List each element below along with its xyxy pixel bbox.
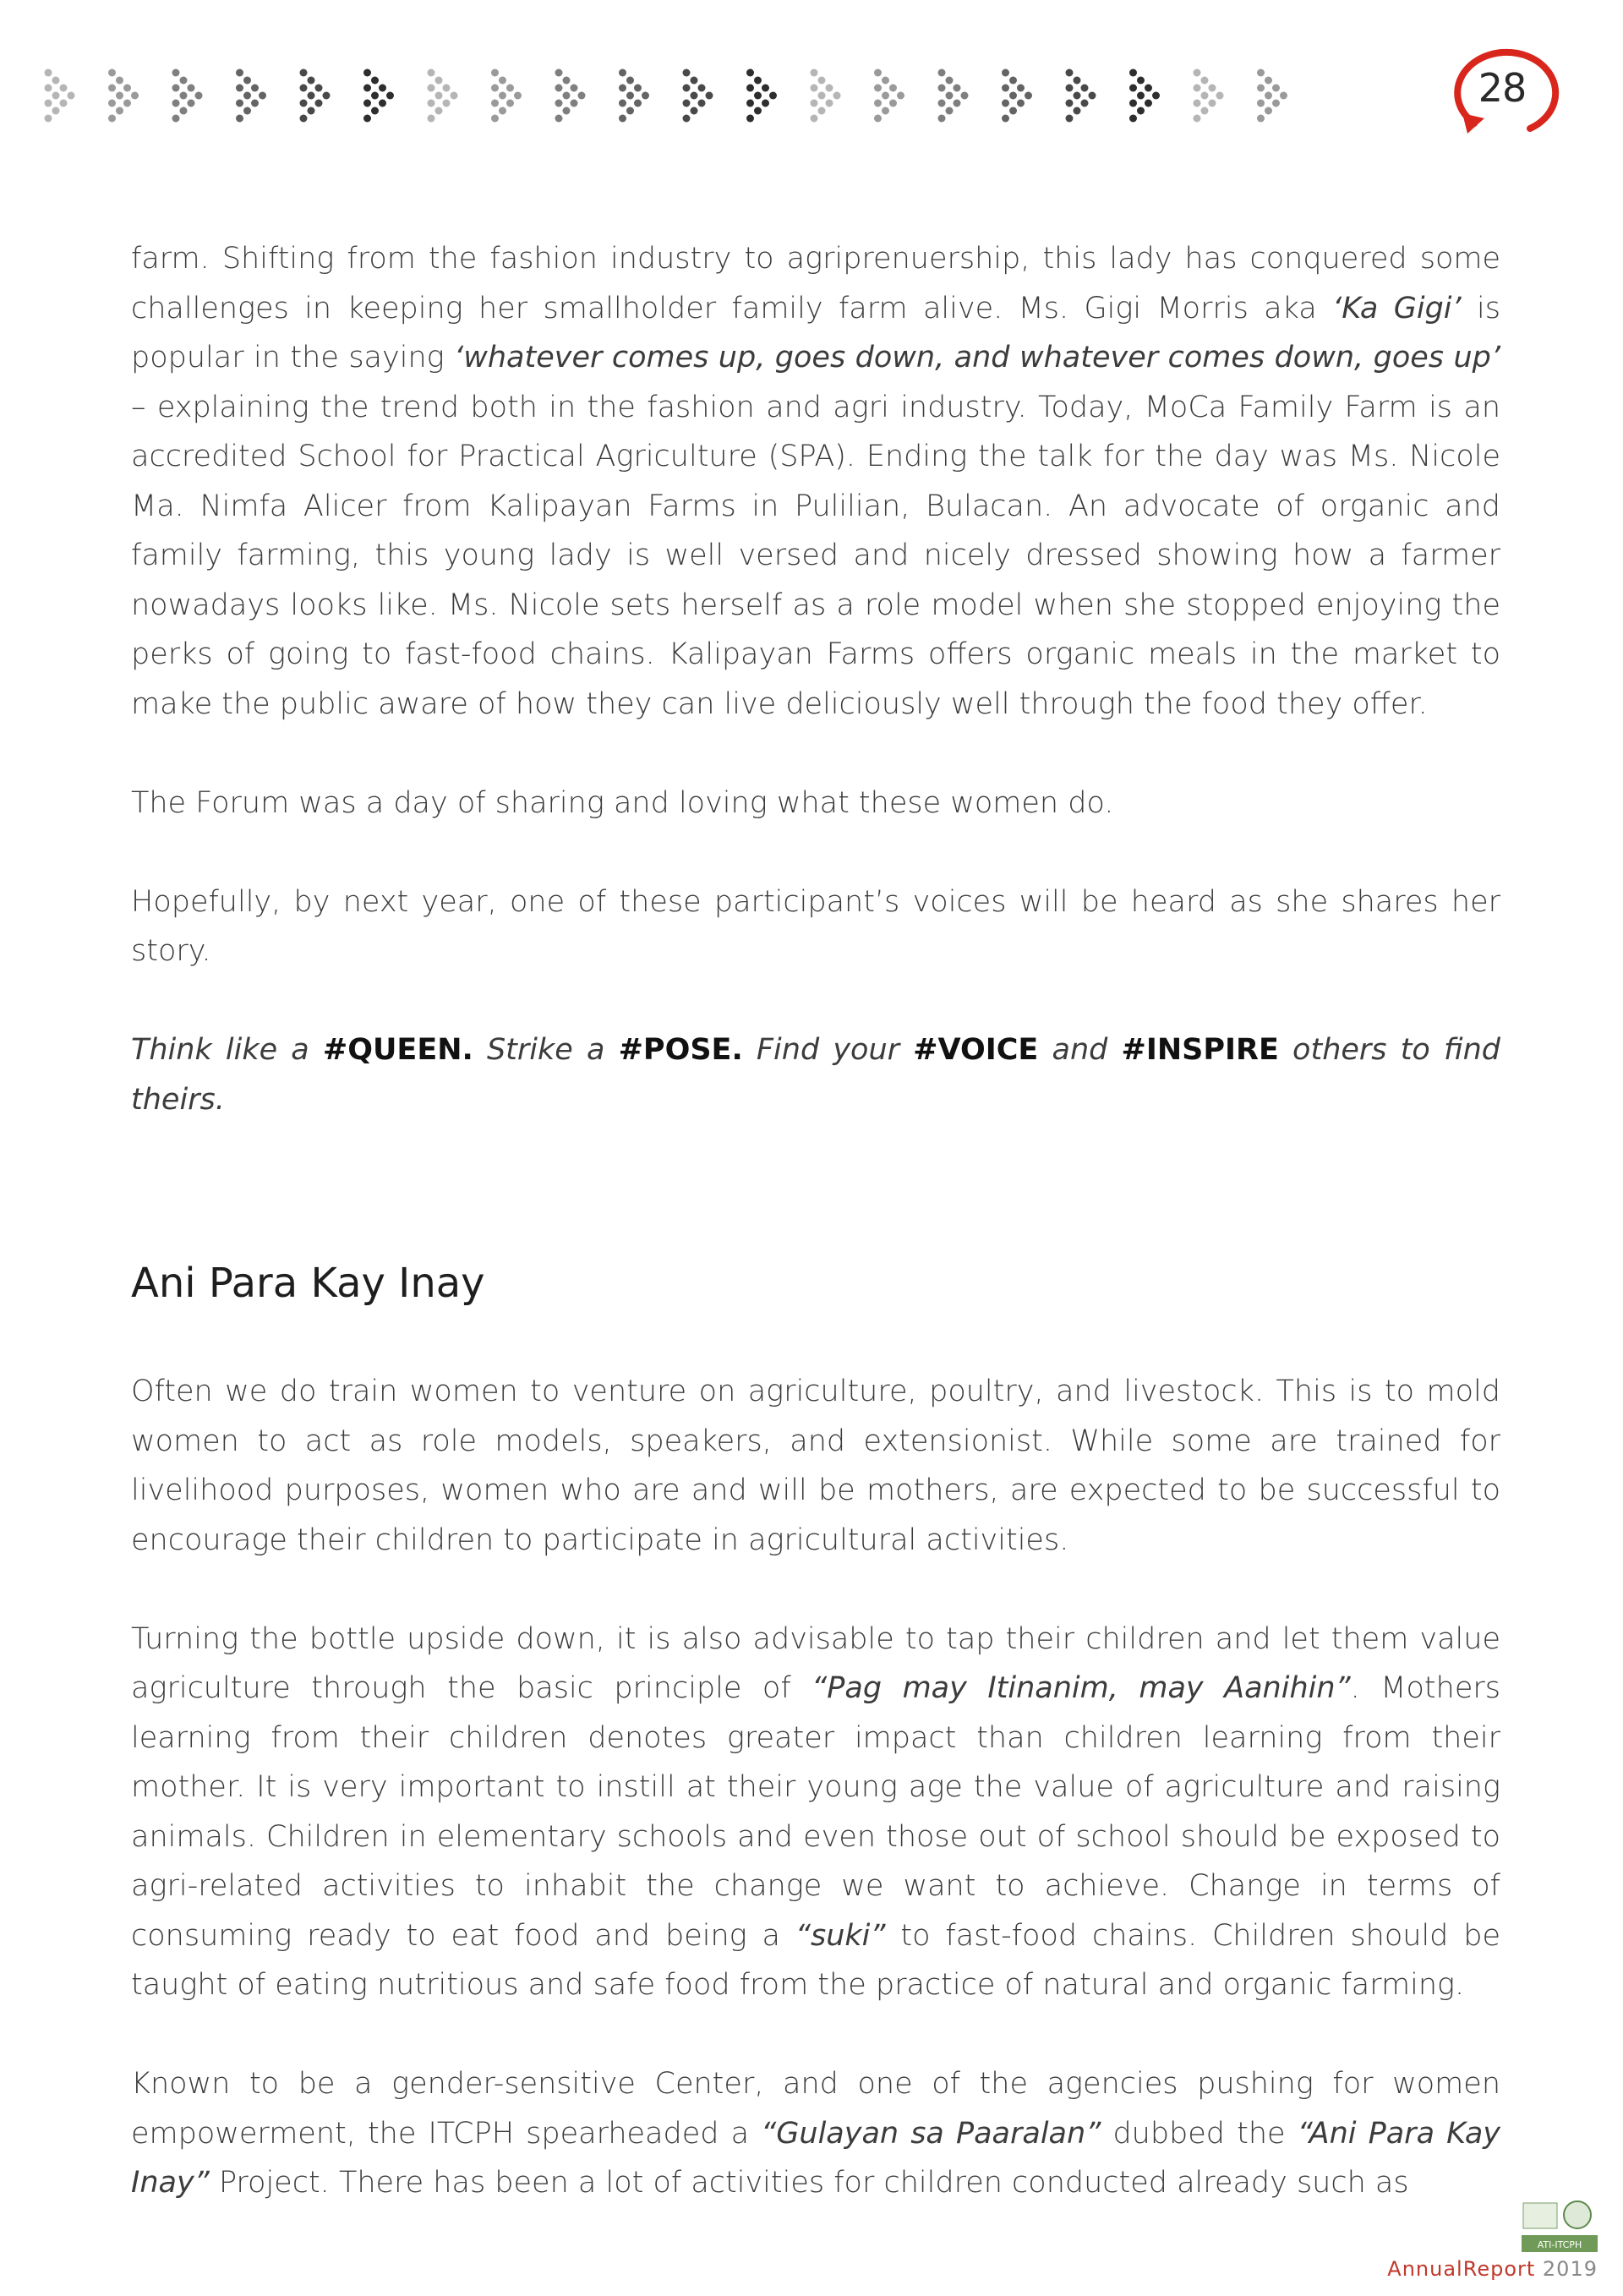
hashtag-voice: #VOICE <box>913 1033 1039 1067</box>
hashtag-queen: #QUEEN. <box>322 1033 473 1067</box>
chevron-icon <box>363 69 394 123</box>
text-run: Find your <box>742 1033 914 1067</box>
chevron-icon <box>1002 69 1032 123</box>
text-run: Annual <box>1387 2257 1463 2281</box>
paragraph-gigi-nicole <box>131 234 1500 729</box>
chevron-icon <box>555 69 586 123</box>
chevron-icon <box>1257 69 1287 123</box>
chevron-icon <box>236 69 266 123</box>
footer-logos <box>1387 2195 1598 2254</box>
chevron-icon <box>300 69 331 123</box>
chevron-icon <box>1066 69 1096 123</box>
text-run: Think like a <box>131 1033 323 1067</box>
section-heading: Ani Para Kay Inay <box>131 1260 485 1307</box>
hashtag-pose: #POSE. <box>618 1033 743 1067</box>
annual-report-label <box>1387 2257 1598 2281</box>
text-run: Strike a <box>473 1033 619 1067</box>
text-run: – explaining the trend both in the fashion and agri industry. Today, MoCa Family Farm is an accredited School for Practical Agriculture (SPA). Ending the talk for the day was Ms. Nicole Ma. Nimfa Alicer from Kalipayan Farms in Pulilian, Bulacan. An advocate of organic and family farming, this young lady is well versed and nicely dressed showing how a farmer nowadays looks like. Ms. Nicole sets herself as a role model when she stopped enjoying the perks of going to fast-food chains. Kalipayan Farms offers organic meals in the market to make the public aware of how they can live deliciously well through the food they offer. <box>131 390 1500 721</box>
chevron-icon <box>491 69 522 123</box>
text-run: to fast-food chains. Children should be taught of eating nutritious and safe food from the practice of natural and organic farming. <box>131 1918 1500 2002</box>
text-run: farm. Shifting from the fashion industry to agriprenuership, this lady has conquered some challenges in keeping her smallholder family farm alive. Ms. Gigi Morris aka <box>131 242 1500 325</box>
text-run: Known to be a gender-sensitive Center, and one of the agencies pushing for women empowerment, the ITCPH spearheaded a <box>131 2067 1500 2151</box>
paragraph-forum: The Forum was a day of sharing and loving what these women do. <box>131 785 1114 820</box>
text-run: Turning the bottle upside down, it is also advisable to tap their children and let them value agriculture through the basic principle of <box>131 1621 1500 1705</box>
paragraph-hopefully: Hopefully, by next year, one of these participant’s voices will be heard as she shares her story. <box>131 884 1500 968</box>
chevron-icon <box>172 69 203 123</box>
chevron-icon <box>619 69 649 123</box>
text-run-italic: “suki” <box>795 1918 886 1953</box>
chevron-icon <box>874 69 904 123</box>
text-run-italic: ‘whatever comes up, goes down, and whatever comes down, goes up’ <box>454 341 1500 374</box>
paragraph-train-women: Often we do train women to venture on agriculture, poultry, and livestock. This is to mold women to act as role models, speakers, and extensionist. While some are trained for livelihood purposes, women who are and will be mothers, are expected to be successful to encourage their children to participate in agricultural activities. <box>131 1375 1500 1557</box>
hashtag-inspire: #INSPIRE <box>1121 1033 1279 1067</box>
chevron-divider <box>44 66 1312 125</box>
text-run-italic: “Gulayan sa Paaralan” <box>761 2116 1101 2151</box>
chevron-icon <box>811 69 841 123</box>
text-run: Report <box>1462 2257 1536 2281</box>
chevron-icon <box>938 69 969 123</box>
tagline <box>131 1025 1500 1124</box>
agency-logo-icon <box>1522 2195 1598 2254</box>
section-2-body <box>131 1367 1500 2208</box>
paragraph-gender-sensitive <box>131 2059 1500 2208</box>
paragraph-bottle <box>131 1615 1500 2010</box>
text-run-italic: “Ani Para Kay Inay” <box>131 2116 1500 2200</box>
text-run: 2019 <box>1535 2257 1598 2281</box>
text-run: . Mothers learning from their children denotes greater impact than children learning from their mother. It is very important to instill at their young age the value of agriculture and raising animals. Children in elementary schools and even those out of school should be exposed to agri-related activities to inhabit the change we want to achieve. Change in terms of consuming ready to eat food and being a <box>131 1671 1500 1953</box>
logo-label: ATI-ITCPH <box>1537 2239 1582 2250</box>
footer <box>1387 2195 1598 2281</box>
text-run: others to find theirs. <box>131 1033 1500 1117</box>
text-run-italic: “Pag may Itinanim, may Aanihin” <box>812 1671 1351 1705</box>
chevron-icon <box>746 69 777 123</box>
text-run: is popular in the saying <box>131 291 1500 374</box>
chevron-icon <box>108 69 139 123</box>
text-run-italic: ‘Ka Gigi’ <box>1332 291 1462 325</box>
chevron-icon <box>1194 69 1224 123</box>
text-run: dubbed the <box>1101 2116 1298 2151</box>
chevron-icon <box>428 69 458 123</box>
text-run: and <box>1038 1033 1122 1067</box>
text-run: Project. There has been a lot of activities for children conducted already such as <box>209 2166 1409 2200</box>
page-number: 28 <box>1478 65 1527 111</box>
chevron-icon <box>45 69 75 123</box>
chevron-icon <box>1129 69 1160 123</box>
chevron-icon <box>683 69 713 123</box>
section-1-body <box>131 234 1500 1124</box>
